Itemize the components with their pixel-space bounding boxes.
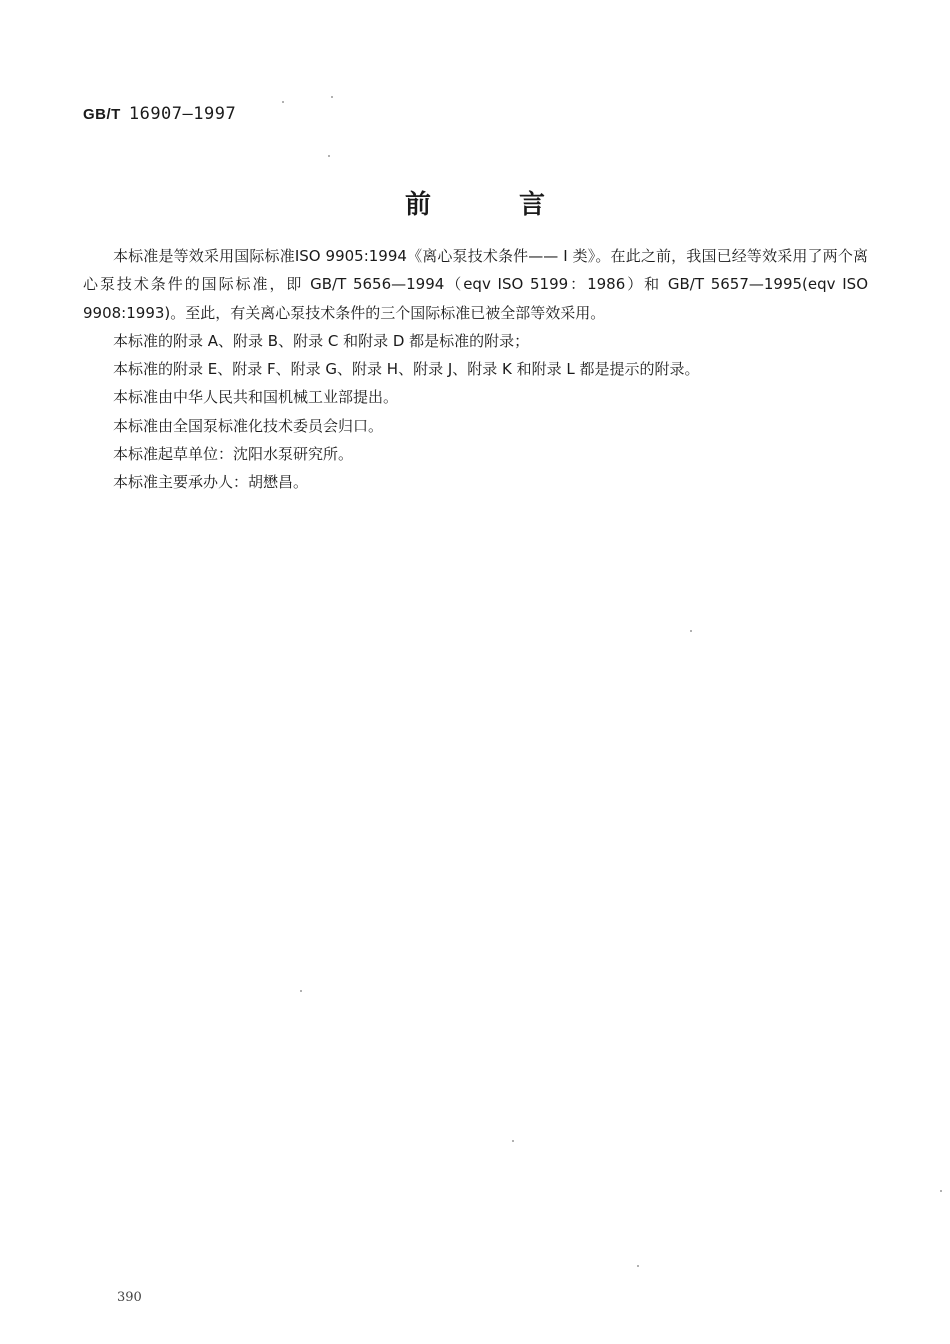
scan-speck <box>300 990 302 992</box>
paragraph-drafter: 本标准主要承办人：胡懋昌。 <box>113 473 309 492</box>
paragraph-normative-annexes: 本标准的附录 A、附录 B、附录 C 和附录 D 都是标准的附录； <box>113 331 530 350</box>
paragraph-drafting-unit: 本标准起草单位：沈阳水泵研究所。 <box>113 445 354 464</box>
standard-number: 16907—1997 <box>128 104 237 124</box>
page-title: 前言 <box>404 190 633 220</box>
standard-prefix: GB/T <box>83 106 121 123</box>
standard-code-header <box>83 104 236 124</box>
scan-speck <box>690 630 692 632</box>
scan-speck <box>940 1190 942 1192</box>
scan-speck <box>512 1140 514 1142</box>
scan-speck <box>637 1265 639 1267</box>
paragraph-managed-by: 本标准由全国泵标准化技术委员会归口。 <box>113 416 384 435</box>
paragraph-informative-annexes: 本标准的附录 E、附录 F、附录 G、附录 H、附录 J、附录 K 和附录 L 都是提示的附录。 <box>113 360 700 379</box>
scan-speck <box>331 96 333 98</box>
paragraph-adoption: 本标准是等效采用国际标准ISO 9905:1994《离心泵技术条件—— I 类》。在此之前，我国已经等效采用了两个离心泵技术条件的国际标准，即 GB/T 5656—1994（eqv ISO 5199：1986）和 GB/T 5657—1995(eqv ISO 9908:1993)。至此，有关离心泵技术条件的三个国际标准已被全部等效采用。 <box>83 247 868 322</box>
scan-speck <box>328 155 330 157</box>
page-number: 390 <box>117 1290 142 1305</box>
paragraph-proposed-by: 本标准由中华人民共和国机械工业部提出。 <box>113 388 399 407</box>
scan-speck <box>282 101 284 103</box>
foreword-body <box>83 242 868 497</box>
